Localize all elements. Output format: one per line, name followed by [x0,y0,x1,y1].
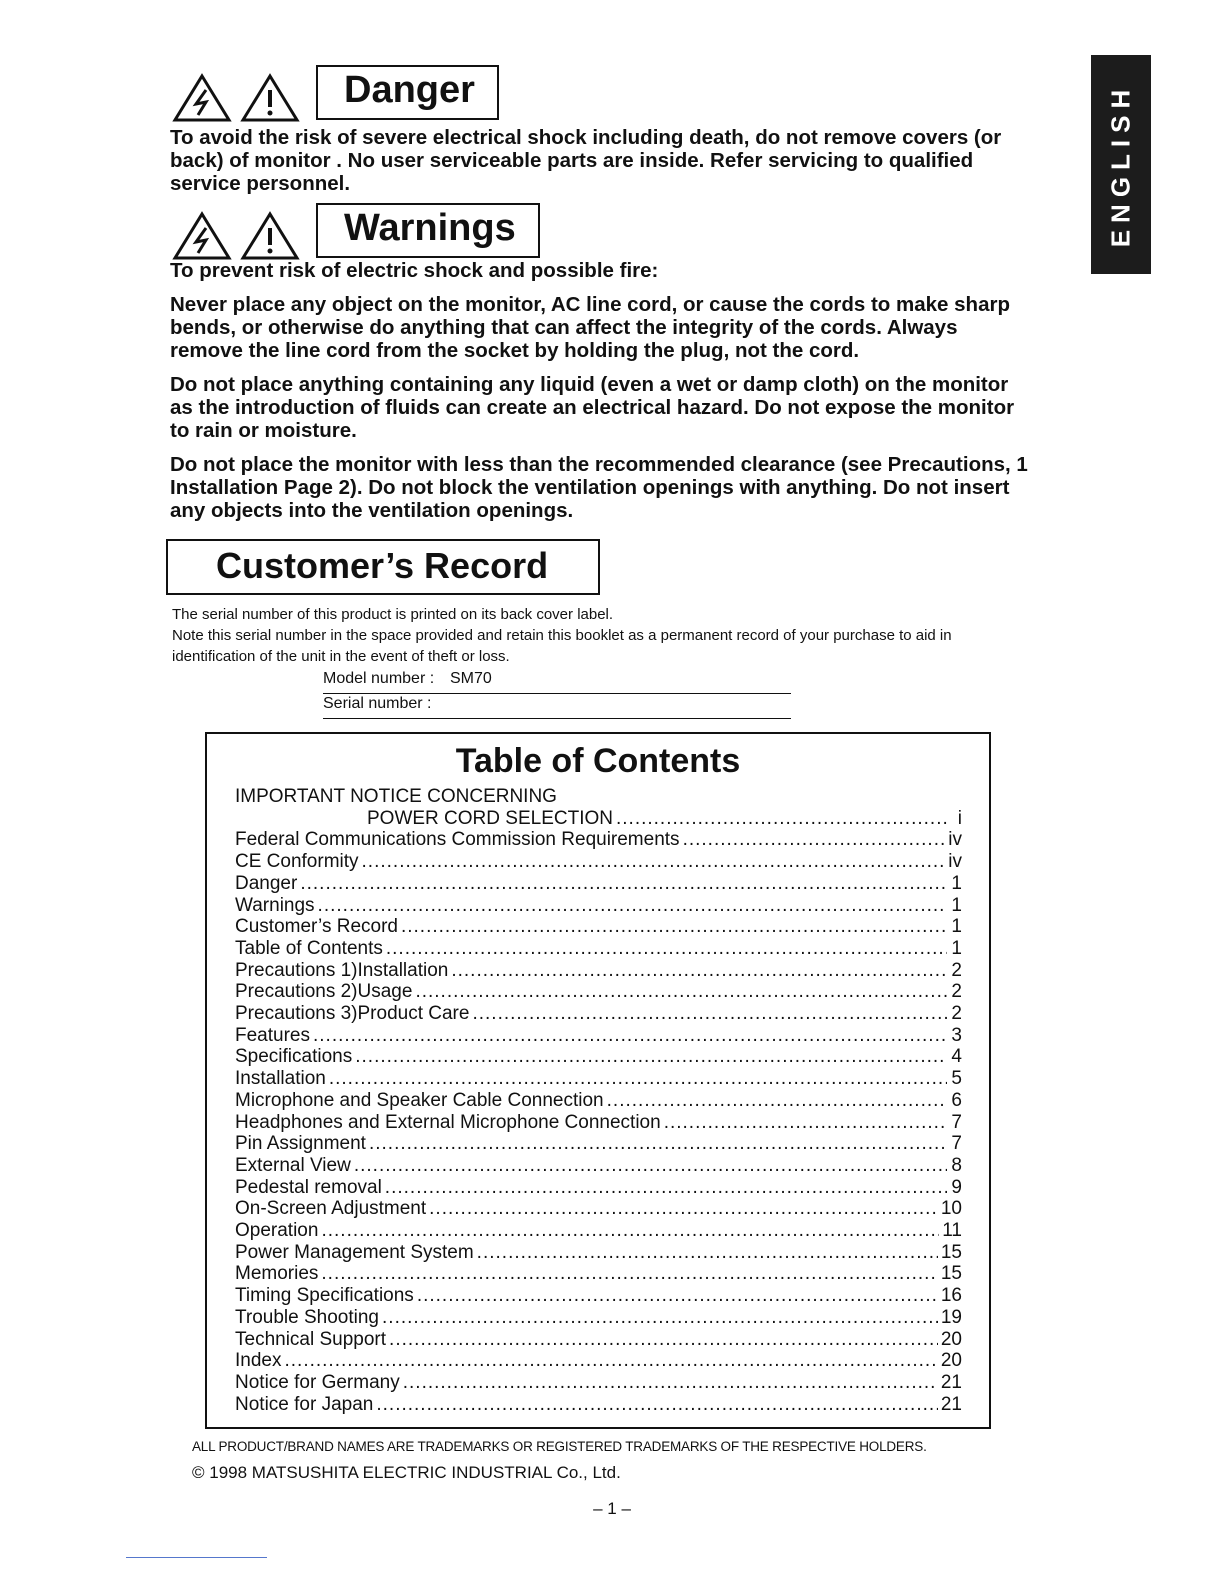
toc-entry-page: 15 [940,1241,962,1263]
toc-entry [235,1394,962,1416]
toc-entry-label: On-Screen Adjustment [235,1198,427,1220]
warnings-paragraph: Do not place anything containing any liquid (even a wet or damp cloth) on the monitor as the introduction of fluids can create an electrical hazard. Do not expose the monitor to rain or moisture. [170,373,1015,442]
toc-leader-dots [321,1263,937,1285]
toc-entry-page: 2 [951,981,962,1003]
warnings-heading: Warnings [316,203,540,258]
toc-leader-dots [354,1155,947,1177]
toc-leader-dots [664,1112,947,1134]
table-of-contents [205,732,991,1429]
toc-entry-page: 7 [951,1111,962,1133]
toc-leader-dots [401,916,947,938]
toc-entry-label: External View [235,1154,351,1176]
toc-entry [235,1046,962,1068]
toc-leader-dots [616,808,947,830]
toc-entry-label: Specifications [235,1046,353,1068]
toc-leader-dots [313,1025,947,1047]
toc-leader-dots [300,873,947,895]
toc-entry [235,1177,962,1199]
toc-first-line: IMPORTANT NOTICE CONCERNING [235,786,557,807]
page-number: – 1 – [593,1499,631,1518]
warnings-intro: To prevent risk of electric shock and possible fire: [170,259,659,282]
toc-entry [235,895,962,917]
electric-shock-icon [172,73,232,123]
toc-leader-dots [329,1068,947,1090]
toc-leader-dots [472,1003,947,1025]
toc-leader-dots [429,1198,938,1220]
toc-leader-dots [355,1046,947,1068]
toc-list [235,786,962,1415]
toc-entry-label: Power Management System [235,1241,474,1263]
language-tab [1091,55,1151,274]
toc-entry-label: Precautions 2)Usage [235,981,413,1003]
toc-entry [235,808,962,830]
model-number-row [323,670,791,694]
serial-number-row [323,695,791,719]
toc-entry-label: Warnings [235,894,315,916]
toc-entry-label: Timing Specifications [235,1285,414,1307]
toc-entry-label: Danger [235,872,298,894]
copyright-notice: © 1998 MATSUSHITA ELECTRIC INDUSTRIAL Co., Ltd. [192,1463,621,1482]
toc-entry-page: 6 [951,1089,962,1111]
toc-entry-label: Pedestal removal [235,1176,382,1198]
electric-shock-icon [172,211,232,261]
toc-entry [235,1220,962,1242]
customer-record-line: Note this serial number in the space provided and retain this booklet as a permanent record of your purchase to aid in identification of the unit in the event of theft or loss. [172,627,952,665]
customer-record-line: The serial number of this product is printed on its back cover label. [172,606,614,623]
toc-entry-label: Installation [235,1068,326,1090]
toc-leader-dots [386,938,947,960]
toc-entry-page: i [957,807,962,829]
toc-entry-page: iv [948,851,962,873]
toc-leader-dots [362,851,946,873]
toc-entry-label: Precautions 1)Installation [235,959,449,981]
danger-heading: Danger [316,65,499,120]
warnings-text [170,259,1036,533]
toc-entry-label: Index [235,1350,282,1372]
danger-text [170,126,1030,206]
toc-leader-dots [417,1285,938,1307]
toc-leader-dots [403,1372,938,1394]
toc-leader-dots [385,1177,947,1199]
toc-title: Table of Contents [455,742,741,780]
toc-entry-page: 5 [951,1068,962,1090]
toc-entry-page: 1 [951,872,962,894]
toc-entry [235,1263,962,1285]
toc-entry [235,1285,962,1307]
toc-entry-page: 4 [951,1046,962,1068]
toc-entry-label: Customer’s Record [235,916,398,938]
toc-entry [235,1025,962,1047]
toc-entry [235,981,962,1003]
toc-entry-label: Table of Contents [235,937,383,959]
toc-entry-label: Notice for Japan [235,1393,374,1415]
danger-icons [172,73,300,123]
toc-entry [235,851,962,873]
toc-entry-page: 19 [940,1306,962,1328]
toc-entry-label: Trouble Shooting [235,1306,380,1328]
toc-entry-page: 2 [951,1003,962,1025]
toc-entry-page: 2 [951,959,962,981]
toc-leader-dots [683,829,946,851]
toc-entry-label: Notice for Germany [235,1371,400,1393]
toc-entry [235,1198,962,1220]
toc-entry-page: 1 [951,916,962,938]
toc-entry [235,1112,962,1134]
toc-entry-label: Memories [235,1263,319,1285]
toc-entry-page: 1 [951,894,962,916]
toc-leader-dots [321,1220,939,1242]
language-tab-label: ENGLISH [1105,82,1136,247]
toc-leader-dots [382,1307,938,1329]
toc-entry [235,829,962,851]
caution-icon [240,211,300,261]
toc-entry [235,1155,962,1177]
toc-entry [235,1242,962,1264]
toc-entry-page: 8 [951,1154,962,1176]
toc-entry [235,1068,962,1090]
toc-leader-dots [451,960,947,982]
customer-record-text [172,604,1002,667]
toc-leader-dots [415,981,947,1003]
warnings-paragraph: Never place any object on the monitor, AC line cord, or cause the cords to make sharp bends, or otherwise do anything that can affect the integrity of the cords. Always remove the line cord from the socket by holding the plug, not the cord. [170,293,1010,362]
toc-entry [235,1133,962,1155]
toc-entry-label: Technical Support [235,1328,387,1350]
toc-entry-page: 21 [940,1371,962,1393]
model-number-value: SM70 [450,670,492,687]
warnings-icons [172,211,300,261]
serial-number-label: Serial number : [323,695,432,712]
customer-record-heading: Customer’s Record [166,539,600,595]
toc-entry-page: iv [948,829,962,851]
toc-entry-page: 20 [940,1350,962,1372]
toc-entry [235,1372,962,1394]
toc-entry-label: POWER CORD SELECTION [367,807,613,829]
toc-entry-label: Headphones and External Microphone Connection [235,1111,661,1133]
toc-leader-dots [318,895,947,917]
toc-entry [235,1307,962,1329]
toc-leader-dots [376,1394,938,1416]
caution-icon [240,73,300,123]
toc-entry-page: 16 [940,1285,962,1307]
danger-paragraph: To avoid the risk of severe electrical shock including death, do not remove covers (or back) of monitor . No user serviceable parts are inside. Refer servicing to qualified service personnel. [170,126,1002,195]
toc-entry [235,1329,962,1351]
toc-entry-page: 11 [942,1220,962,1242]
toc-entry-page: 21 [940,1393,962,1415]
toc-leader-dots [284,1350,937,1372]
toc-entry-label: Operation [235,1220,319,1242]
toc-entry-page: 1 [951,937,962,959]
trademark-notice: ALL PRODUCT/BRAND NAMES ARE TRADEMARKS OR REGISTERED TRADEMARKS OF THE RESPECTIVE HOLDERS. [192,1439,927,1454]
toc-entry [235,1350,962,1372]
toc-entry-page: 7 [951,1133,962,1155]
toc-entry-page: 20 [940,1328,962,1350]
toc-entry-label: Pin Assignment [235,1133,366,1155]
toc-entry-page: 10 [940,1198,962,1220]
toc-entry-label: Federal Communications Commission Requirements [235,829,680,851]
toc-entry [235,873,962,895]
toc-entry [235,1090,962,1112]
toc-entry [235,1003,962,1025]
toc-entry-label: Precautions 3)Product Care [235,1003,470,1025]
toc-leader-dots [369,1133,947,1155]
toc-leader-dots [389,1329,938,1351]
toc-entry-label: Features [235,1024,310,1046]
toc-leader-dots [607,1090,947,1112]
toc-entry-label: CE Conformity [235,851,359,873]
toc-entry-page: 3 [951,1024,962,1046]
model-number-label: Model number : [323,670,435,687]
warnings-paragraph: Do not place the monitor with less than the recommended clearance (see Precautions, 1 Installation Page 2). Do not block the ventilation openings with anything. Do not insert any objects into the ventilation openings. [170,453,1028,522]
toc-entry [235,960,962,982]
toc-entry [235,938,962,960]
toc-leader-dots [477,1242,938,1264]
toc-entry-label: Microphone and Speaker Cable Connection [235,1089,604,1111]
toc-entry-page: 9 [951,1176,962,1198]
toc-entry [235,916,962,938]
divider [126,1557,267,1558]
toc-entry-page: 15 [940,1263,962,1285]
